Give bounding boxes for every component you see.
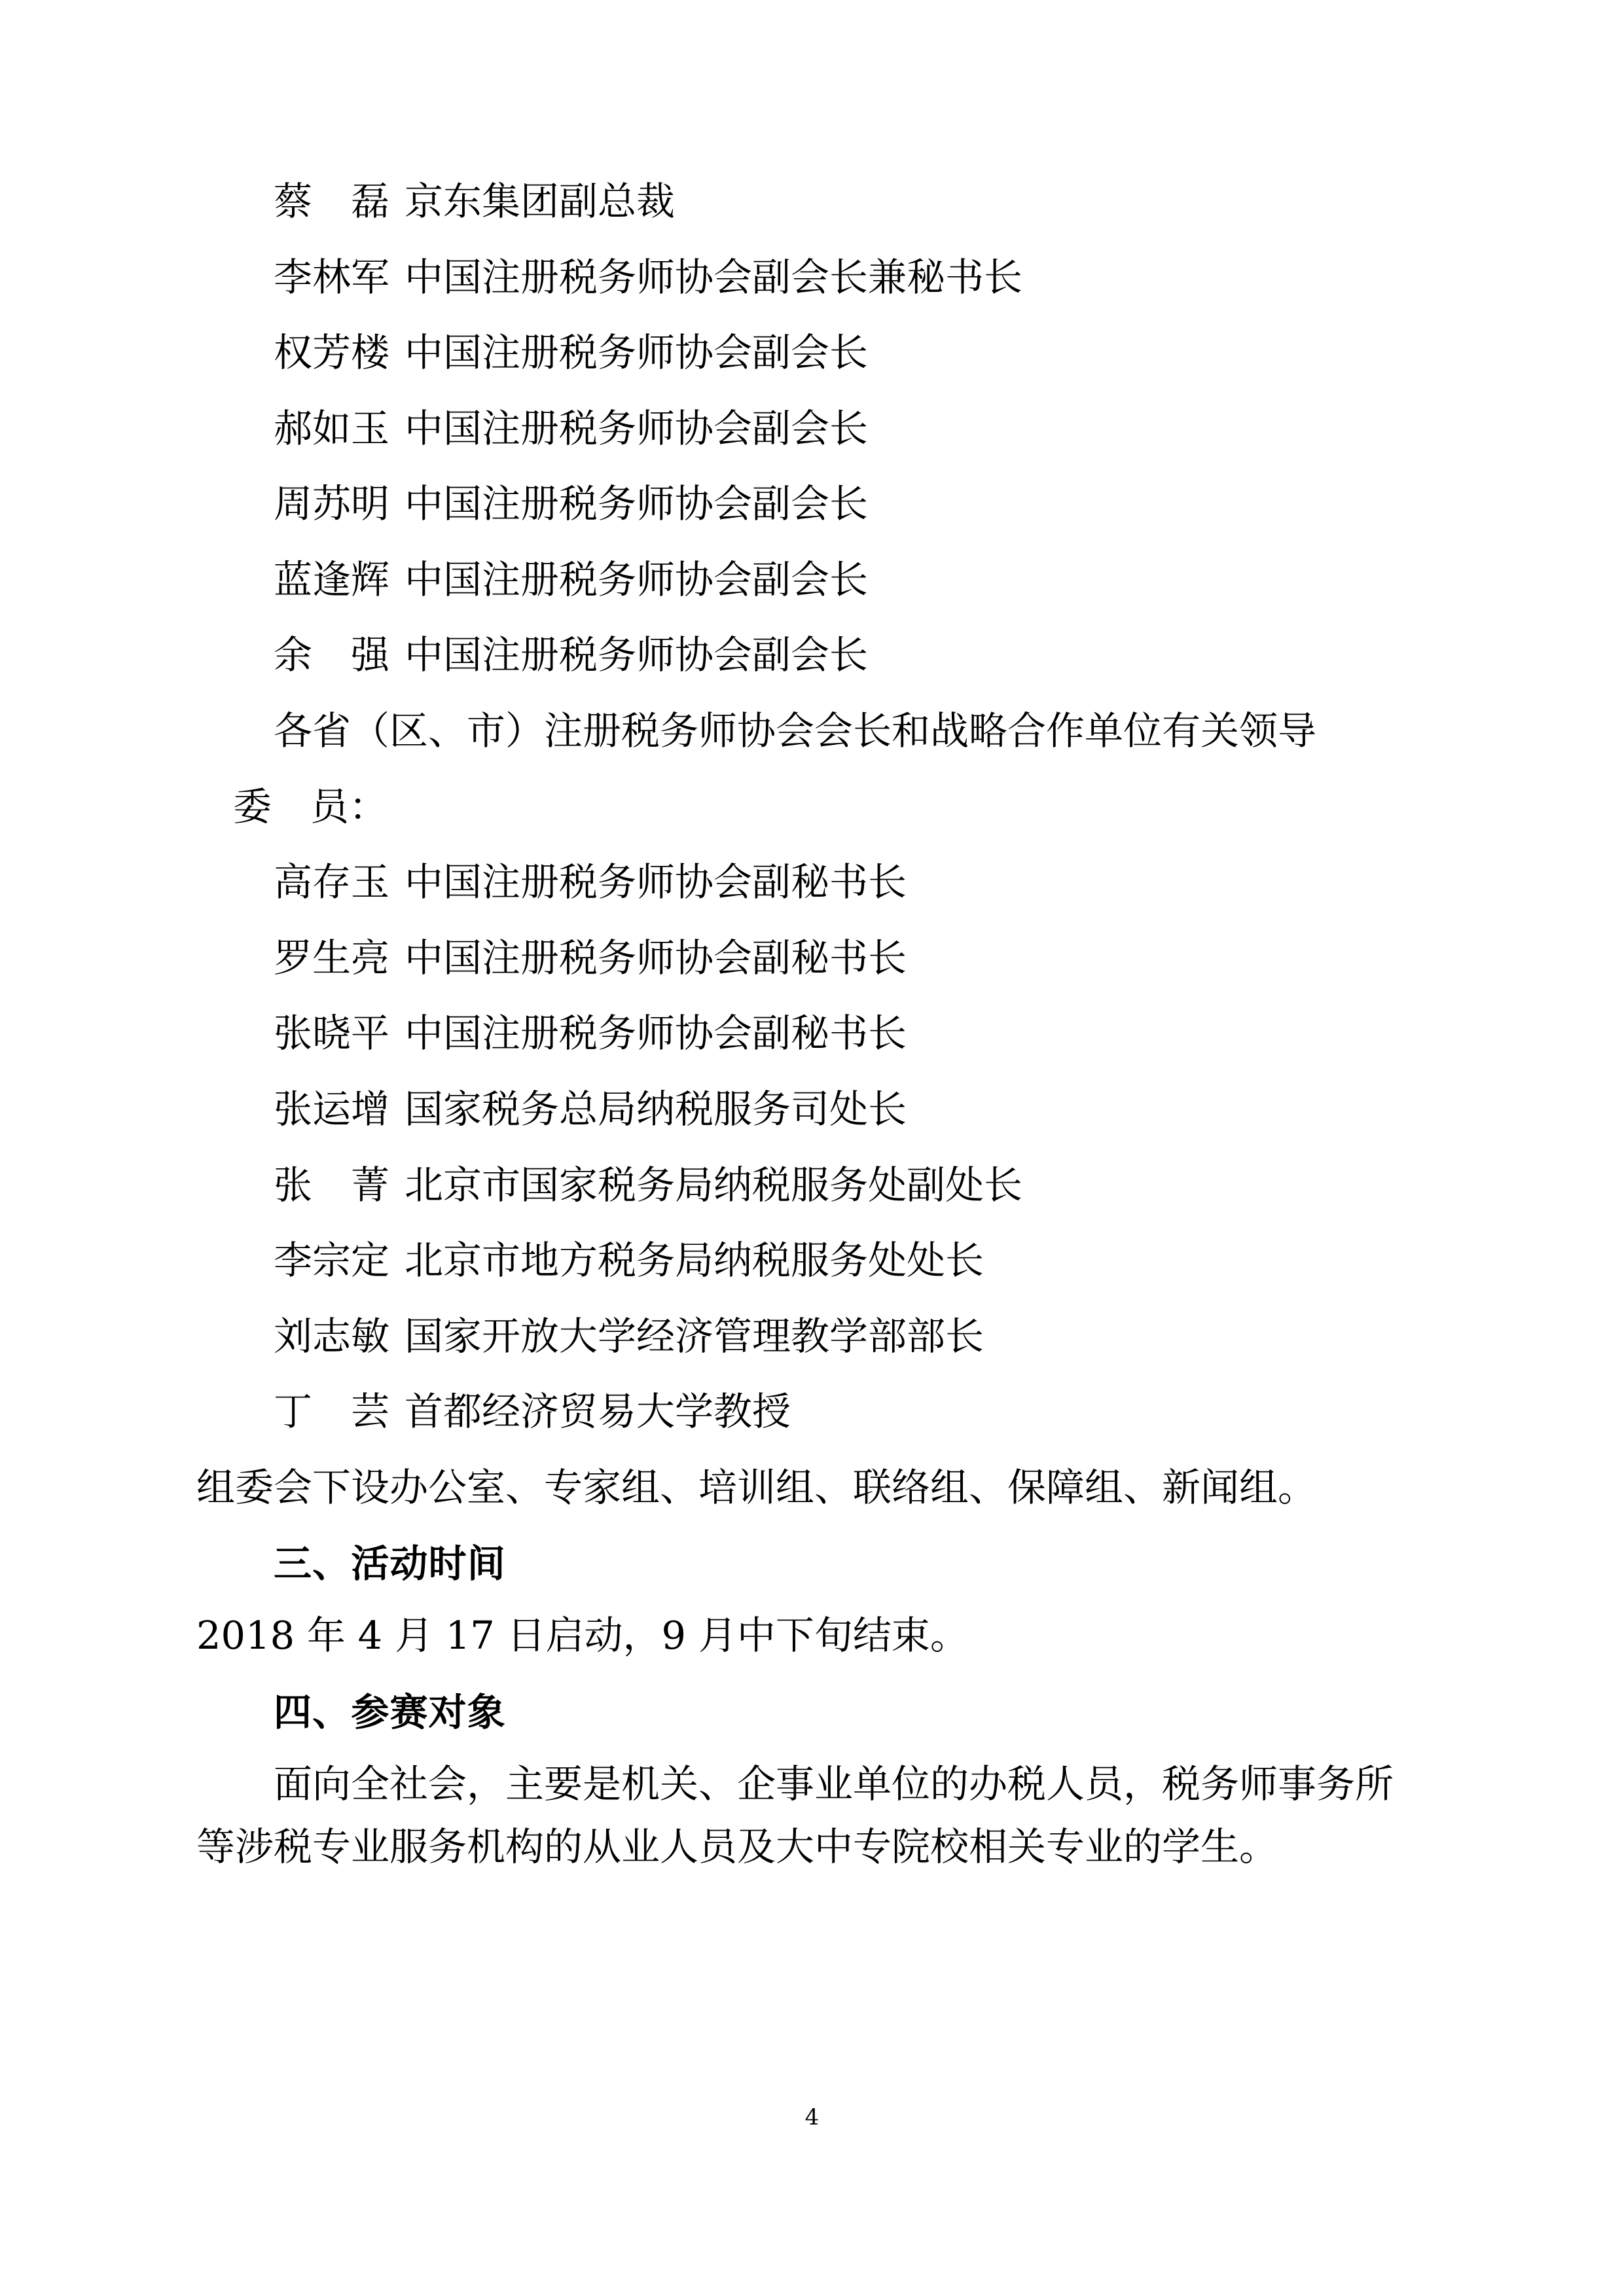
list-item	[196, 473, 1428, 535]
person-title: 中国注册税务师协会副会长兼秘书长	[405, 254, 1023, 300]
person-title: 中国注册税务师协会副会长	[405, 632, 869, 678]
list-item	[196, 1078, 1428, 1141]
person-name: 蓝逢辉	[274, 556, 390, 602]
person-name: 丁 芸	[274, 1389, 390, 1435]
list-item	[196, 548, 1428, 611]
list-item	[196, 1305, 1428, 1368]
person-name: 余 强	[274, 632, 390, 678]
committee-members-list	[196, 851, 1428, 1443]
committee-list-top	[196, 170, 1428, 687]
person-name: 高存玉	[274, 859, 390, 905]
provincial-associations-line: 各省（区、市）注册税务师协会会长和战略合作单位有关领导	[274, 708, 1317, 754]
person-name: 刘志敏	[274, 1313, 390, 1359]
members-label: 委 员：	[233, 783, 388, 829]
person-title: 首都经济贸易大学教授	[405, 1389, 791, 1435]
list-item	[196, 1380, 1428, 1443]
person-name: 罗生亮	[274, 935, 390, 980]
person-name: 郝如玉	[274, 405, 390, 451]
list-item	[196, 321, 1428, 384]
section-three-body: 2018 年 4 月 17 日启动，9 月中下旬结束。	[196, 1613, 969, 1659]
person-name: 张 菁	[274, 1162, 390, 1208]
person-title: 国家开放大学经济管理教学部部长	[405, 1313, 984, 1359]
list-item	[196, 624, 1428, 687]
list-item	[196, 851, 1428, 914]
person-name: 李林军	[274, 254, 390, 300]
person-title: 中国注册税务师协会副会长	[405, 556, 869, 602]
person-name: 权芳楼	[274, 330, 390, 376]
list-item	[196, 246, 1428, 309]
person-title: 中国注册税务师协会副秘书长	[405, 935, 907, 980]
page-number: 4	[804, 2104, 820, 2130]
person-name: 张晓平	[274, 1011, 390, 1056]
list-item	[196, 170, 1428, 233]
section-four-body: 面向全社会，主要是机关、企事业单位的办税人员，税务师事务所等涉税专业服务机构的从业人员及大中专院校相关专业的学生。	[196, 1761, 1394, 1869]
person-title: 京东集团副总裁	[405, 179, 676, 224]
person-title: 中国注册税务师协会副会长	[405, 405, 869, 451]
person-name: 蔡 磊	[274, 179, 390, 224]
person-title: 北京市地方税务局纳税服务处处长	[405, 1238, 984, 1283]
person-name: 张运增	[274, 1086, 390, 1132]
section-heading-four: 四、参赛对象	[274, 1689, 506, 1734]
list-item	[196, 397, 1428, 460]
person-title: 中国注册税务师协会副秘书长	[405, 859, 907, 905]
person-title: 国家税务总局纳税服务司处长	[405, 1086, 907, 1132]
person-title: 中国注册税务师协会副秘书长	[405, 1011, 907, 1056]
person-name: 李宗定	[274, 1238, 390, 1283]
document-body	[196, 170, 1428, 1878]
person-title: 中国注册税务师协会副会长	[405, 330, 869, 376]
person-name: 周苏明	[274, 481, 390, 527]
list-item	[196, 1154, 1428, 1217]
list-item	[196, 927, 1428, 990]
person-title: 北京市国家税务局纳税服务处副处长	[405, 1162, 1023, 1208]
section-heading-three: 三、活动时间	[274, 1541, 506, 1587]
office-groups-line: 组委会下设办公室、专家组、培训组、联络组、保障组、新闻组。	[196, 1464, 1317, 1510]
list-item	[196, 1229, 1428, 1292]
person-title: 中国注册税务师协会副会长	[405, 481, 869, 527]
list-item	[196, 1002, 1428, 1065]
